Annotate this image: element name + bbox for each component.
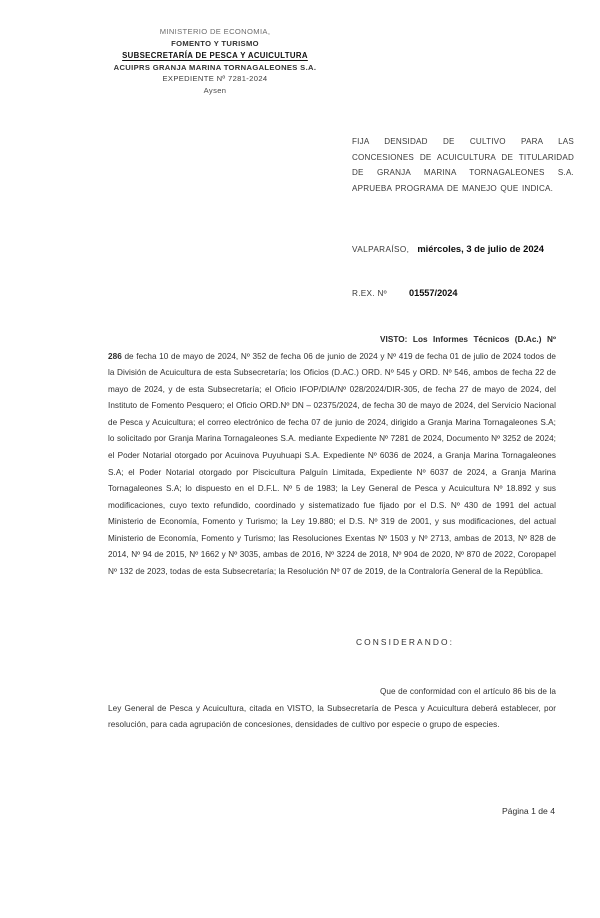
considerando-heading: CONSIDERANDO: [356,637,455,647]
considerando-paragraph [108,684,556,734]
letterhead-ministry: MINISTERIO DE ECONOMIA, [159,27,271,36]
issue-date: miércoles, 3 de julio de 2024 [417,243,544,254]
resolution-value: 01557/2024 [408,288,458,298]
letterhead-region: Aysen [203,86,227,96]
letterhead [80,26,350,97]
considerando-body: de la Ley General de Pesca y Acuicultura, citada en VISTO, la Subsecretaría de Pesca y Acuicultura deberá establecer, por resolución, para cada agrupación de concesiones, densidades de cultivo por especie o grupo de especies. [108,687,556,730]
letterhead-company: ACUIPRS GRANJA MARINA TORNAGALEONES S.A. [113,62,317,72]
place-city: VALPARAÍSO, [352,245,410,254]
document-subject: FIJA DENSIDAD DE CULTIVO PARA LAS CONCESIONES DE ACUICULTURA DE TITULARIDAD DE GRANJA MARINA TORNAGALEONES S.A. APRUEBA PROGRAMA DE MANEJO QUE INDICA. [352,137,574,193]
letterhead-expediente: EXPEDIENTE Nº 7281-2024 [162,74,268,84]
considerando-section [108,684,556,734]
resolution-label: R.EX. Nº [352,289,387,298]
letterhead-ministry-second: FOMENTO Y TURISMO [171,38,259,48]
place-and-date [352,243,544,254]
visto-lead: VISTO: Los Informes Técnicos (D.Ac.) Nº 286 [108,335,556,361]
visto-paragraph [108,332,556,580]
visto-body: de fecha 10 de mayo de 2024, Nº 352 de fecha 06 de junio de 2024 y Nº 419 de fecha 01 de julio de 2024 todos de la División de Acuicultura de esta Subsecretaría; los Oficios (D.AC.) ORD. Nº 545 y ORD. Nº 546, ambos de fecha 22 de mayo de 2024, y de esta Subsecretaría; el Oficio IFOP/DIA/Nº 028/2024/DIR-305, de fecha 27 de mayo de 2024, del Instituto de Fomento Pesquero; el Oficio ORD.Nº DN – 02375/2024, de fecha 30 de mayo de 2024, del Servicio Nacional de Pesca y Acuicultura; el correo electrónico de fecha 07 de junio de 2024, dirigido a Granja Marina Tornagaleones S.A; lo solicitado por Granja Marina Tornagaleones S.A. mediante Expediente Nº 7281 de 2024, Documento Nº 3252 de 2024; el Poder Notarial otorgado por Acuinova Puyuhuapi S.A. Expediente Nº 6036 de 2024, a Granja Marina Tornagaleones S.A; el Poder Notarial otorgado por Piscicultura Palguín Limitada, Expediente Nº 6037 de 2024, a Granja Marina Tornagaleones S.A; lo dispuesto en el D.F.L. Nº 5 de 1983; la Ley General de Pesca y Acuicultura Nº 18.892 y sus modificaciones, cuyo texto refundido, coordinado y sistematizado fue fijado por el D.S. Nº 430 de 1991 del actual Ministerio de Economía, Fomento y Turismo; la Ley 19.880; el D.S. Nº 319 de 2001, y sus modificaciones, del actual Ministerio de Economía, Fomento y Turismo; las Resoluciones Exentas Nº 1503 y Nº 2713, ambas de 2013, Nº 828 de 2014, Nº 94 de 2015, Nº 1662 y Nº 3035, ambas de 2016, Nº 3224 de 2018, Nº 904 de 2020, Nº 870 de 2022, Coropapel Nº 132 de 2023, todas de esta Subsecretaría; la Resolución Nº 07 de 2019, de la Contraloría General de la República. [108,351,556,576]
considerando-lead: Que de conformidad con el artículo 86 bis [380,687,536,696]
page-number: Página 1 de 4 [501,806,555,816]
resolution-number [352,288,458,298]
visto-section [108,332,556,580]
letterhead-subsecretaria: SUBSECRETARÍA DE PESCA Y ACUICULTURA [122,50,308,60]
